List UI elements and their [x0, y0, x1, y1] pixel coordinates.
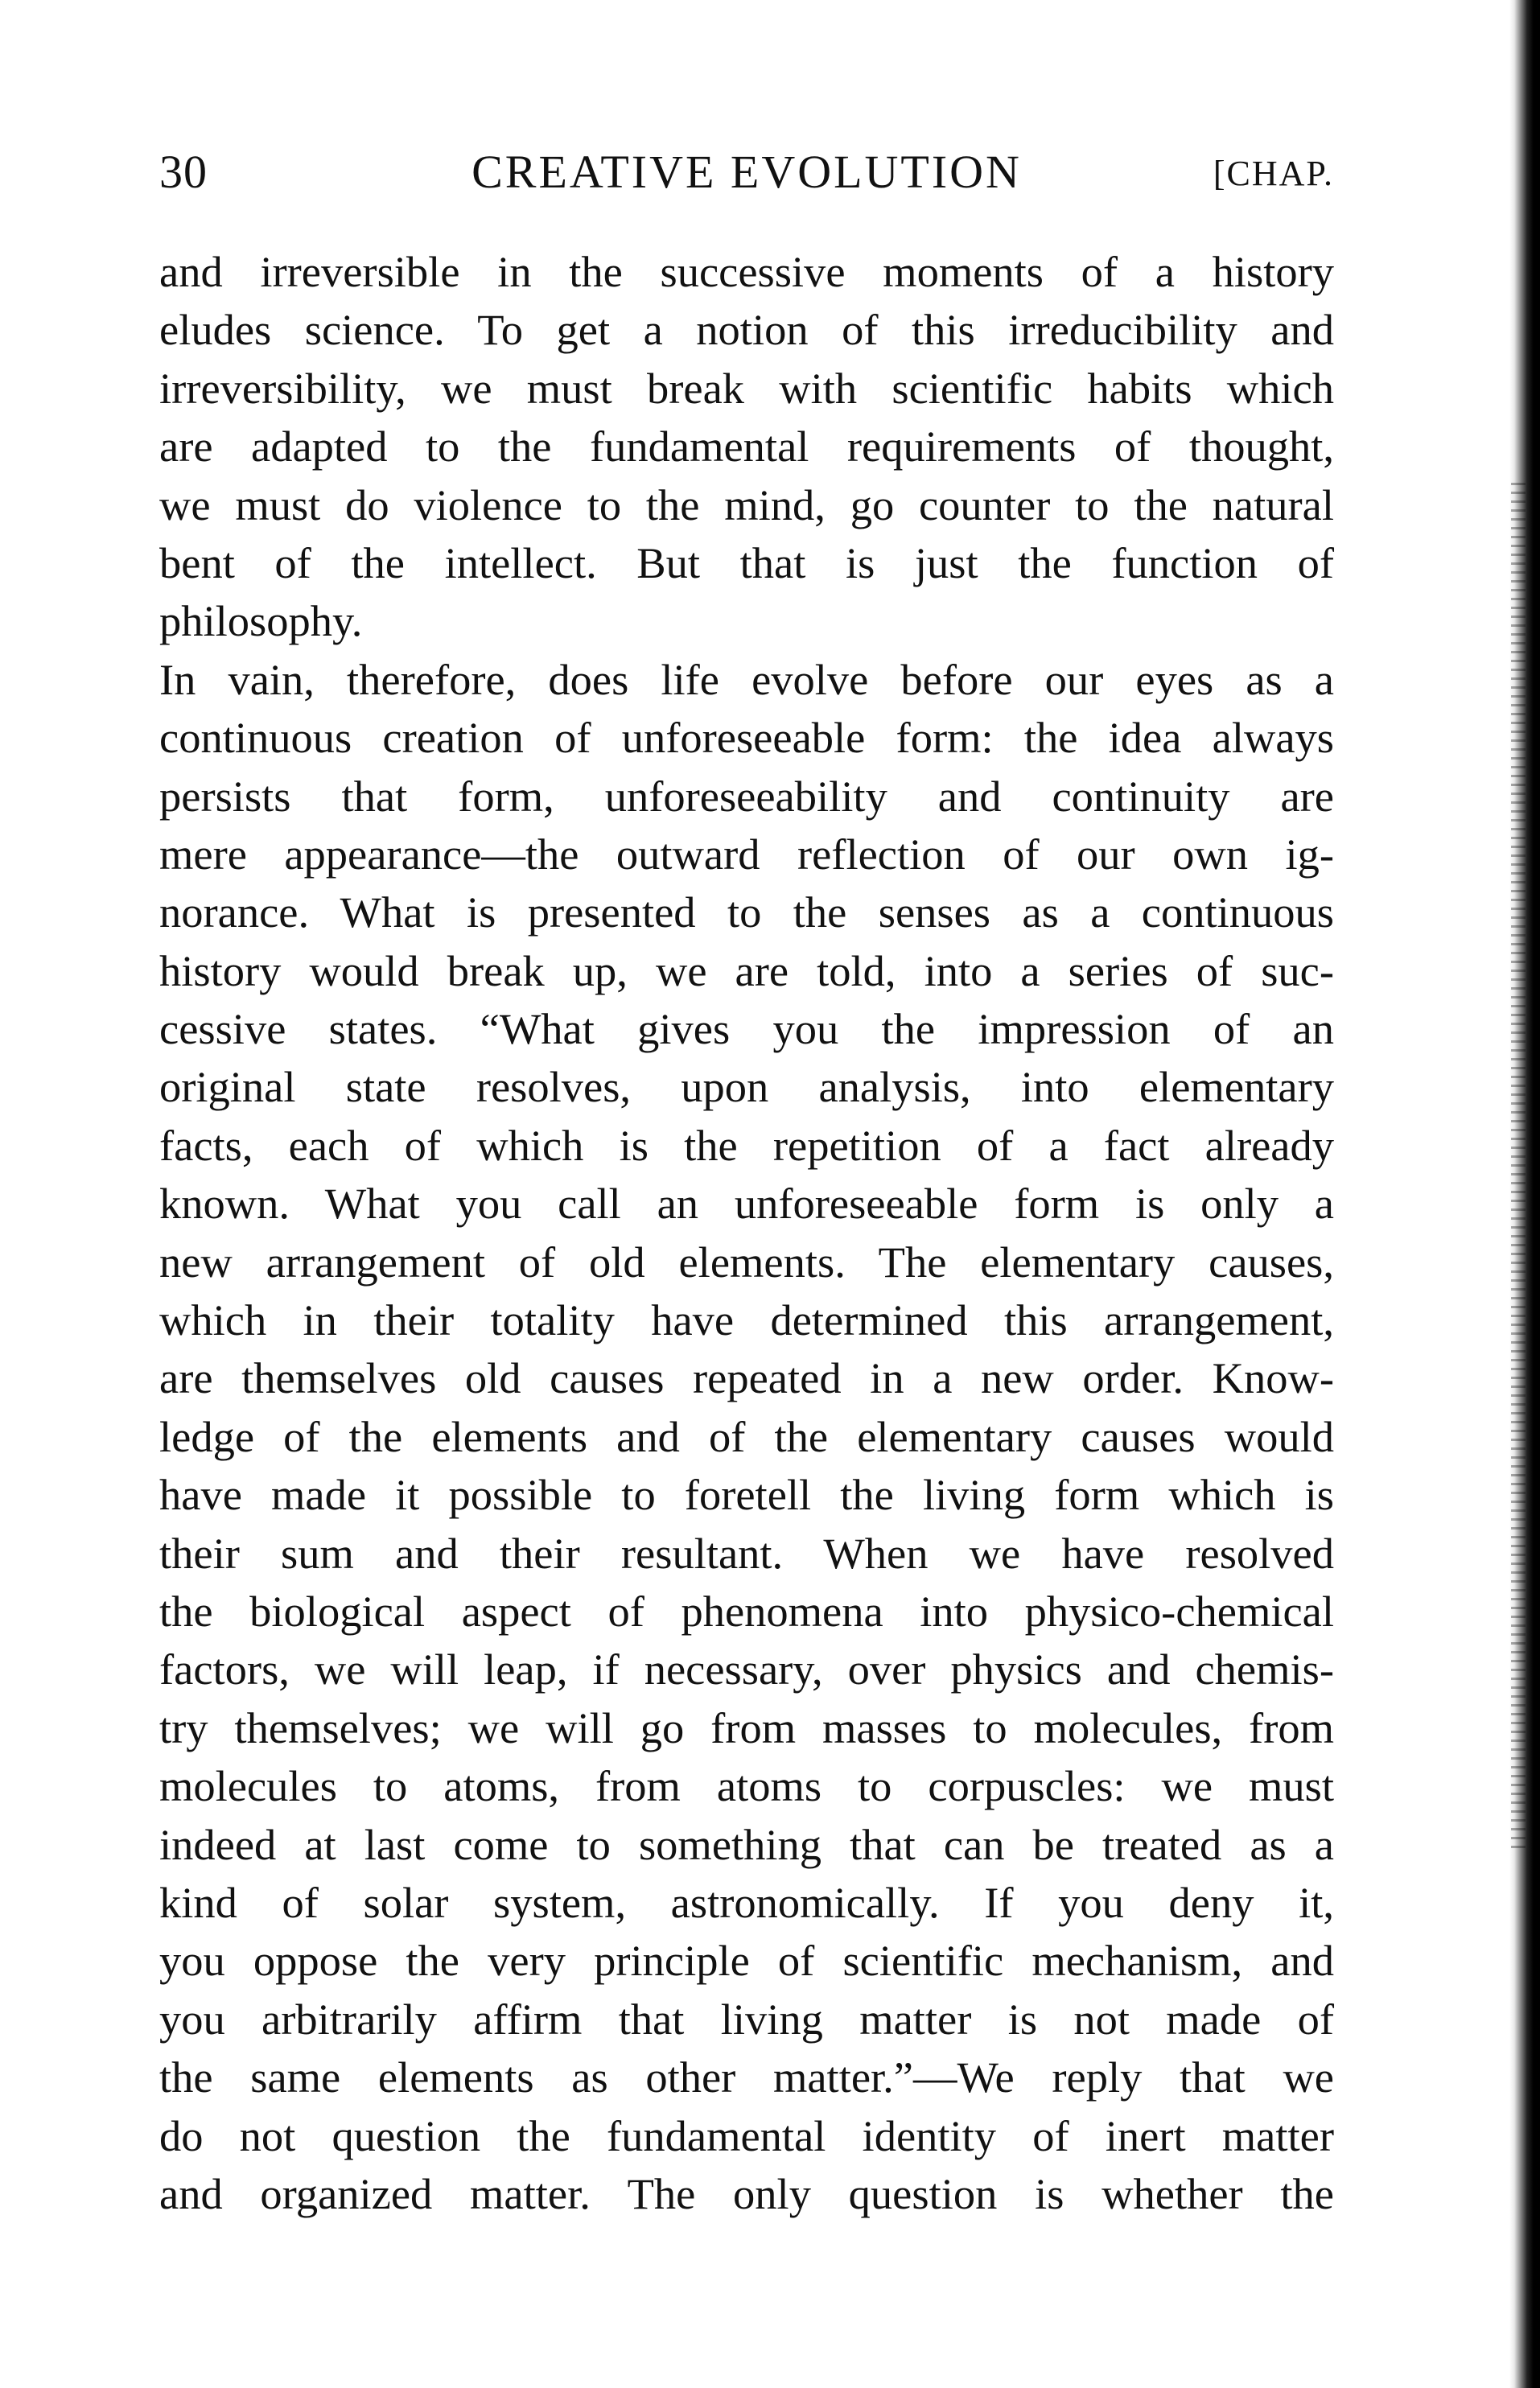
- text-line: we must do violence to the mind, go counter to the natural: [159, 480, 1334, 529]
- text-line: which in their totality have determined this arrangement,: [159, 1295, 1334, 1345]
- text-line: you arbitrarily affirm that living matter is not made of: [159, 1994, 1334, 2044]
- text-line: are adapted to the fundamental requirements of thought,: [159, 422, 1334, 471]
- text-line: known. What you call an unforeseeable form is only a: [159, 1179, 1334, 1229]
- body-text: [159, 243, 1334, 2223]
- text-line: ledge of the elements and of the elementary causes would: [159, 1411, 1334, 1461]
- text-line: kind of solar system, astronomically. If you deny it,: [159, 1877, 1334, 1927]
- text-line: bent of the intellect. But that is just the function of: [159, 537, 1334, 587]
- chapter-mark: [CHAP.: [1213, 154, 1334, 193]
- text-line: molecules to atoms, from atoms to corpuscles: we must: [159, 1761, 1334, 1811]
- text-line: philosophy.: [159, 596, 363, 646]
- text-line: and irreversible in the successive moments of a history: [159, 247, 1334, 296]
- text-line: and organized matter. The only question is whether the: [159, 2168, 1334, 2218]
- running-title: CREATIVE EVOLUTION: [471, 146, 1022, 198]
- text-line: In vain, therefore, does life evolve before our eyes as a: [159, 654, 1334, 704]
- text-line: cessive states. “What gives you the impression of an: [159, 1004, 1334, 1054]
- text-line: continuous creation of unforeseeable form: the idea always: [159, 713, 1334, 763]
- text-line: the same elements as other matter.”—We reply that we: [159, 2052, 1334, 2102]
- text-line: you oppose the very principle of scientific mechanism, and: [159, 1936, 1334, 1986]
- text-line: facts, each of which is the repetition of a fact already: [159, 1120, 1334, 1170]
- text-line: eludes science. To get a notion of this irreducibility and: [159, 305, 1334, 355]
- text-line: original state resolves, upon analysis, into elementary: [159, 1062, 1334, 1112]
- text-line: indeed at last come to something that can be treated as a: [159, 1819, 1334, 1869]
- binding-speckle: [1511, 483, 1526, 1851]
- running-head: [159, 145, 1334, 209]
- text-line: persists that form, unforeseeability and continuity are: [159, 771, 1334, 821]
- page-number: 30: [159, 146, 208, 198]
- text-line: new arrangement of old elements. The elementary causes,: [159, 1237, 1334, 1287]
- text-line: are themselves old causes repeated in a new order. Know-: [159, 1353, 1334, 1403]
- text-line: norance. What is presented to the senses as a continuous: [159, 887, 1334, 937]
- text-line: history would break up, we are told, into a series of suc-: [159, 945, 1334, 995]
- text-line: try themselves; we will go from masses to molecules, from: [159, 1702, 1334, 1752]
- text-line: irreversibility, we must break with scientific habits which: [159, 363, 1334, 413]
- text-line: do not question the fundamental identity of inert matter: [159, 2110, 1334, 2160]
- text-line: factors, we will leap, if necessary, over physics and chemis-: [159, 1645, 1334, 1694]
- text-line: have made it possible to foretell the living form which is: [159, 1470, 1334, 1520]
- text-line: mere appearance—the outward reflection of our own ig-: [159, 829, 1334, 879]
- text-line: their sum and their resultant. When we have resolved: [159, 1528, 1334, 1578]
- text-line: the biological aspect of phenomena into physico-chemical: [159, 1586, 1334, 1636]
